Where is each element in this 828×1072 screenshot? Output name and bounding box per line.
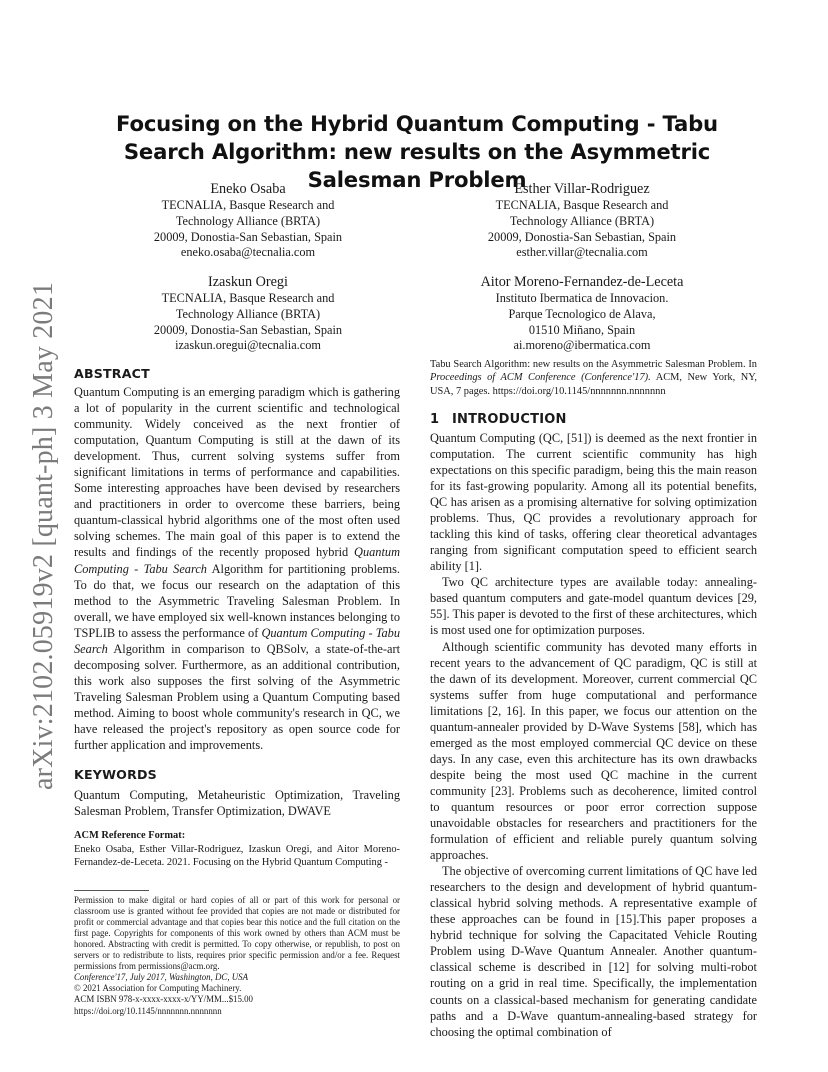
author-address: 20009, Donostia-San Sebastian, Spain	[153, 229, 343, 244]
keywords-text: Quantum Computing, Metaheuristic Optimization, Traveling Salesman Problem, Transfer Optimization, DWAVE	[74, 788, 400, 819]
author-address: 20009, Donostia-San Sebastian, Spain	[487, 229, 677, 244]
author-address: 01510 Miñano, Spain	[528, 322, 636, 337]
author-affiliation: TECNALIA, Basque Research and	[161, 291, 335, 305]
author-affiliation: Technology Alliance (BRTA)	[509, 213, 655, 228]
intro-paragraph: The objective of overcoming current limitations of QC have led researchers to the design and development of hybrid quantum-classical hybrid solving methods. A representative example of these approaches can be found in [15].This paper proposes a hybrid technique for solving the Capacitated Vehicle Routing Problem using D-Wave Quantum Annealer. Another quantum-classical scheme is described in [12] for solving multi-robot routing on a grid in real time. Specifically, the implementation counts on a classical-based mechanism for generating candidate paths and a D-Wave quantum-annealing-based strategy for choosing the optimal combination of	[430, 864, 758, 1039]
acm-reference-text: Eneko Osaba, Esther Villar-Rodriguez, Izaskun Oregi, and Aitor Moreno-Fernandez-de-Leceta. 2021. Focusing on the Hybrid Quantum Computing -	[74, 844, 400, 869]
author-name: Esther Villar-Rodriguez	[514, 181, 650, 197]
author-block	[432, 180, 732, 261]
acm-reference-heading: ACM Reference Format:	[74, 830, 186, 842]
author-address: Parque Tecnologico de Alava,	[508, 306, 656, 321]
permission-notice	[74, 895, 400, 1017]
conference-line: Conference'17, July 2017, Washington, DC, USA	[74, 972, 249, 983]
author-email: ai.moreno@ibermatica.com	[513, 338, 651, 353]
author-email: izaskun.oregui@tecnalia.com	[175, 338, 321, 353]
author-email: eneko.osaba@tecnalia.com	[180, 245, 316, 260]
isbn-line: ACM ISBN 978-x-xxxx-xxxx-x/YY/MM...$15.00	[74, 994, 253, 1005]
author-email: esther.villar@tecnalia.com	[516, 245, 648, 260]
author-affiliation: Technology Alliance (BRTA)	[175, 213, 321, 228]
author-affiliation: TECNALIA, Basque Research and	[161, 198, 335, 212]
author-affiliation: TECNALIA, Basque Research and	[495, 198, 669, 212]
abstract-heading: ABSTRACT	[74, 366, 150, 381]
intro-paragraph: Two QC architecture types are available today: annealing-based quantum computers and gate-model quantum devices [29, 55]. This paper is devoted to the first of these architectures, which is most used one for optimization purposes.	[430, 575, 757, 638]
intro-paragraph: Quantum Computing (QC, [51]) is deemed as the next frontier in computation. The current scientific community has high expectations on this specific paradigm, being this the main reason for its fast-growing popularity. Among all its potential benefits, QC has arisen as a promising alternative for solving optimization problems. Thus, QC provides a revolutionary approach for tackling this kind of tasks, offering clear theoretical advantages ranging from significant computation speed to efficient search ability [1].	[430, 430, 757, 574]
acm-reference-continuation: Tabu Search Algorithm: new results on the Asymmetric Salesman Problem. In Proceedings of ACM Conference (Conference'17). ACM, New York, NY, USA, 7 pages. https://doi.org/10.1145/nnnnnnn.nnnnnnn	[430, 359, 758, 397]
copyright-line: © 2021 Association for Computing Machinery.	[74, 983, 242, 994]
author-affiliation: Technology Alliance (BRTA)	[175, 306, 321, 321]
left-column	[74, 366, 400, 1017]
arxiv-identifier-stamp: arXiv:2102.05919v2 [quant-ph] 3 May 2021	[28, 281, 59, 790]
right-column	[430, 358, 757, 1040]
author-affiliation: Instituto Ibermatica de Innovacion.	[495, 291, 669, 305]
author-block	[98, 273, 398, 354]
permission-text: Permission to make digital or hard copies of all or part of this work for personal or classroom use is granted without fee provided that copies are not made or distributed for profit or commercial advantage and that copies bear this notice and the full citation on the first page. Copyrights for components of this work owned by others than ACM must be honored. Abstracting with credit is permitted. To copy otherwise, or republish, to post on servers or to redistribute to lists, requires prior specific permission and/or a fee. Request permissions from permissions@acm.org.	[74, 894, 400, 972]
author-block	[98, 180, 398, 261]
paper-title: Focusing on the Hybrid Quantum Computing - Tabu Search Algorithm: new results on the Asymmetric Salesman Problem	[116, 111, 718, 192]
author-name: Eneko Osaba	[210, 181, 286, 197]
intro-paragraph: Although scientific community has devoted many efforts in recent years to the advancement of QC paradigm, QC is still at the dawn of its development. Moreover, current commercial QC systems suffer from huge computational and performance limitations [2, 16]. In this paper, we focus our attention on the quantum-annealer provided by D-Wave Systems [58], which has emerged as the most employed commercial QC device on these days. In any case, even this architecture has its own drawbacks despite being the most used QC machine in the current community [23]. Problems such as decoherence, limited control to quantum resources or poor error correction suppose unavoidable obstacles for researchers and practitioners for the formulation of efficient and reliable purely quantum solving approaches.	[430, 639, 757, 863]
section-title: INTRODUCTION	[452, 411, 567, 427]
author-address: 20009, Donostia-San Sebastian, Spain	[153, 322, 343, 337]
keywords-heading: KEYWORDS	[74, 767, 157, 783]
doi-line: https://doi.org/10.1145/nnnnnnn.nnnnnnn	[74, 1005, 222, 1016]
author-name: Aitor Moreno-Fernandez-de-Leceta	[480, 274, 684, 290]
author-name: Izaskun Oregi	[208, 274, 288, 290]
author-block	[432, 273, 732, 354]
section-number: 1	[430, 411, 440, 427]
introduction-heading	[430, 412, 757, 428]
footnote-divider	[74, 890, 149, 891]
abstract-text: Quantum Computing is an emerging paradigm which is gathering a lot of popularity in the current scientific and technological community. Widely conceived as the next frontier of computation, Quantum Computing is still at the dawn of its development. Thus, current solving systems suffer from significant limitations in terms of performance and capabilities. Some interesting approaches have been devised by researchers and practitioners in order to overcome these barriers, being quantum-classical hybrid algorithms one of the most often used solving schemes. The main goal of this paper is to extend the results and findings of the recently proposed hybrid Quantum Computing - Tabu Search Algorithm for partitioning problems. To do that, we focus our research on the adaptation of this method to the Asymmetric Traveling Salesman Problem. In overall, we have employed six well-known instances belonging to TSPLIB to assess the performance of Quantum Computing - Tabu Search Algorithm in comparison to QBSolv, a state-of-the-art decomposing solver. Furthermore, as an additional contribution, this work also supposes the first solving of the Asymmetric Traveling Salesman Problem using a Quantum Computing based method. Aiming to boost whole community's research in QC, we have released the project's repository as open source code for further application and improvements.	[74, 385, 401, 753]
